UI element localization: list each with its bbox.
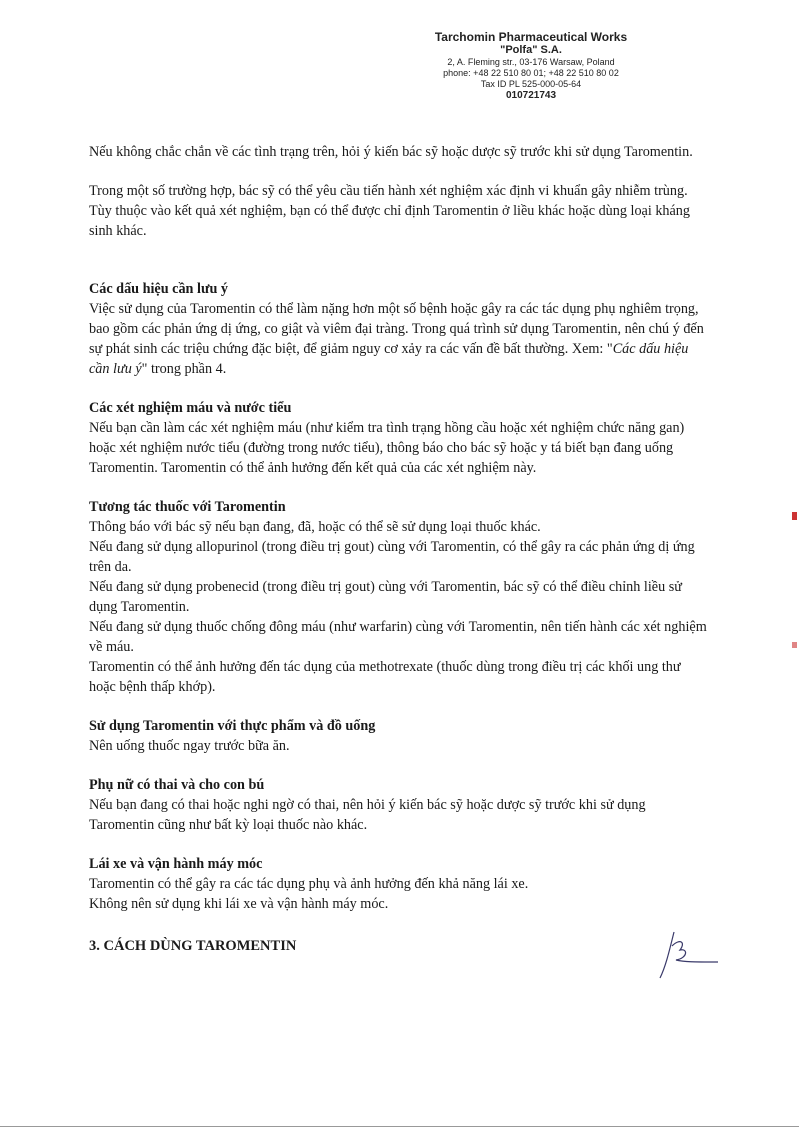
interactions-line-1: Thông báo với bác sỹ nếu bạn đang, đã, hoặc có thể sẽ sử dụng loại thuốc khác.: [89, 519, 541, 535]
intro-paragraph-1: Nếu không chắc chắn về các tình trạng trên, hỏi ý kiến bác sỹ hoặc dược sỹ trước khi sử dụng Taromentin.: [89, 144, 693, 160]
stamp-phone: phone: +48 22 510 80 01; +48 22 510 80 02: [443, 68, 619, 78]
scan-edge-mark: [792, 642, 797, 648]
pregnancy-heading: Phụ nữ có thai và cho con bú: [89, 777, 265, 793]
section-tests: [89, 398, 709, 478]
signs-heading: Các dấu hiệu cần lưu ý: [89, 281, 228, 297]
intro-paragraph-3: Tùy thuộc vào kết quả xét nghiệm, bạn có thể được chỉ định Taromentin ở liều khác hoặc dùng loại kháng sinh khác.: [89, 203, 690, 239]
intro-paragraph-2: Trong một số trường hợp, bác sỹ có thể yêu cầu tiến hành xét nghiệm xác định vi khuẩn gây nhiễm trùng.: [89, 183, 688, 199]
document-body: [89, 142, 709, 933]
interactions-heading: Tương tác thuốc với Taromentin: [89, 499, 286, 515]
interactions-line-3: Nếu đang sử dụng probenecid (trong điều trị gout) cùng với Taromentin, bác sỹ có thể điều chỉnh liều sử dụng Taromentin.: [89, 579, 682, 615]
company-stamp: [416, 30, 646, 101]
interactions-line-2: Nếu đang sử dụng allopurinol (trong điều trị gout) cùng với Taromentin, có thể gây ra các phản ứng dị ứng trên da.: [89, 539, 695, 575]
stamp-tax-id: Tax ID PL 525-000-05-64: [480, 79, 582, 89]
signs-text: Việc sử dụng của Taromentin có thể làm nặng hơn một số bệnh hoặc gây ra các tác dụng phụ nghiêm trọng, bao gồm các phản ứng dị ứng, co giật và viêm đại tràng. Trong quá trình sử dụng Taromentin, nên chú ý đến sự phát sinh các triệu chứng đặc biệt, để giảm nguy cơ xảy ra các vấn đề bất thường. Xem: "Các dấu hiệu cần lưu ý" trong phần 4.: [89, 301, 704, 377]
section-pregnancy: [89, 775, 709, 835]
section-driving: [89, 854, 709, 914]
driving-line-1: Taromentin có thể gây ra các tác dụng phụ và ảnh hưởng đến khả năng lái xe.: [89, 876, 529, 892]
food-heading: Sử dụng Taromentin với thực phẩm và đồ uống: [89, 718, 376, 734]
signs-italic-ref: Các dấu hiệu cần lưu ý: [89, 341, 689, 377]
section-signs: [89, 279, 709, 379]
stamp-address: 2, A. Fleming str., 03-176 Warsaw, Poland: [447, 57, 615, 67]
stamp-company: Tarchomin Pharmaceutical Works: [434, 30, 628, 44]
stamp-company-suffix: "Polfa" S.A.: [500, 44, 562, 56]
interactions-line-5: Taromentin có thể ảnh hưởng đến tác dụng của methotrexate (thuốc dùng trong điều trị các khối ung thư hoặc bệnh thấp khớp).: [89, 659, 681, 695]
scan-edge-mark: [792, 512, 797, 520]
intro-paragraphs: [89, 181, 709, 241]
stamp-regon: 010721743: [505, 90, 557, 101]
section-food: [89, 716, 709, 756]
section-interactions: [89, 497, 709, 697]
scan-bottom-edge: [0, 1126, 799, 1127]
section-3-heading: 3. CÁCH DÙNG TAROMENTIN: [89, 938, 297, 954]
pregnancy-text: Nếu bạn đang có thai hoặc nghi ngờ có thai, nên hỏi ý kiến bác sỹ hoặc dược sỹ trước khi sử dụng Taromentin cũng như bất kỳ loại thuốc nào khác.: [89, 797, 646, 833]
signature-mark: [654, 928, 720, 980]
driving-heading: Lái xe và vận hành máy móc: [89, 856, 263, 872]
driving-line-2: Không nên sử dụng khi lái xe và vận hành máy móc.: [89, 896, 389, 912]
food-text: Nên uống thuốc ngay trước bữa ăn.: [89, 738, 290, 754]
tests-heading: Các xét nghiệm máu và nước tiểu: [89, 400, 292, 416]
interactions-line-4: Nếu đang sử dụng thuốc chống đông máu (như warfarin) cùng với Taromentin, nên tiến hành các xét nghiệm về máu.: [89, 619, 707, 655]
tests-text: Nếu bạn cần làm các xét nghiệm máu (như kiểm tra tình trạng hồng cầu hoặc xét nghiệm chức năng gan) hoặc xét nghiệm nước tiểu (đường trong nước tiểu), thông báo cho bác sỹ hoặc y tá biết bạn đang uống Taromentin. Taromentin có thể ảnh hưởng đến kết quả của các xét nghiệm này.: [89, 420, 685, 476]
